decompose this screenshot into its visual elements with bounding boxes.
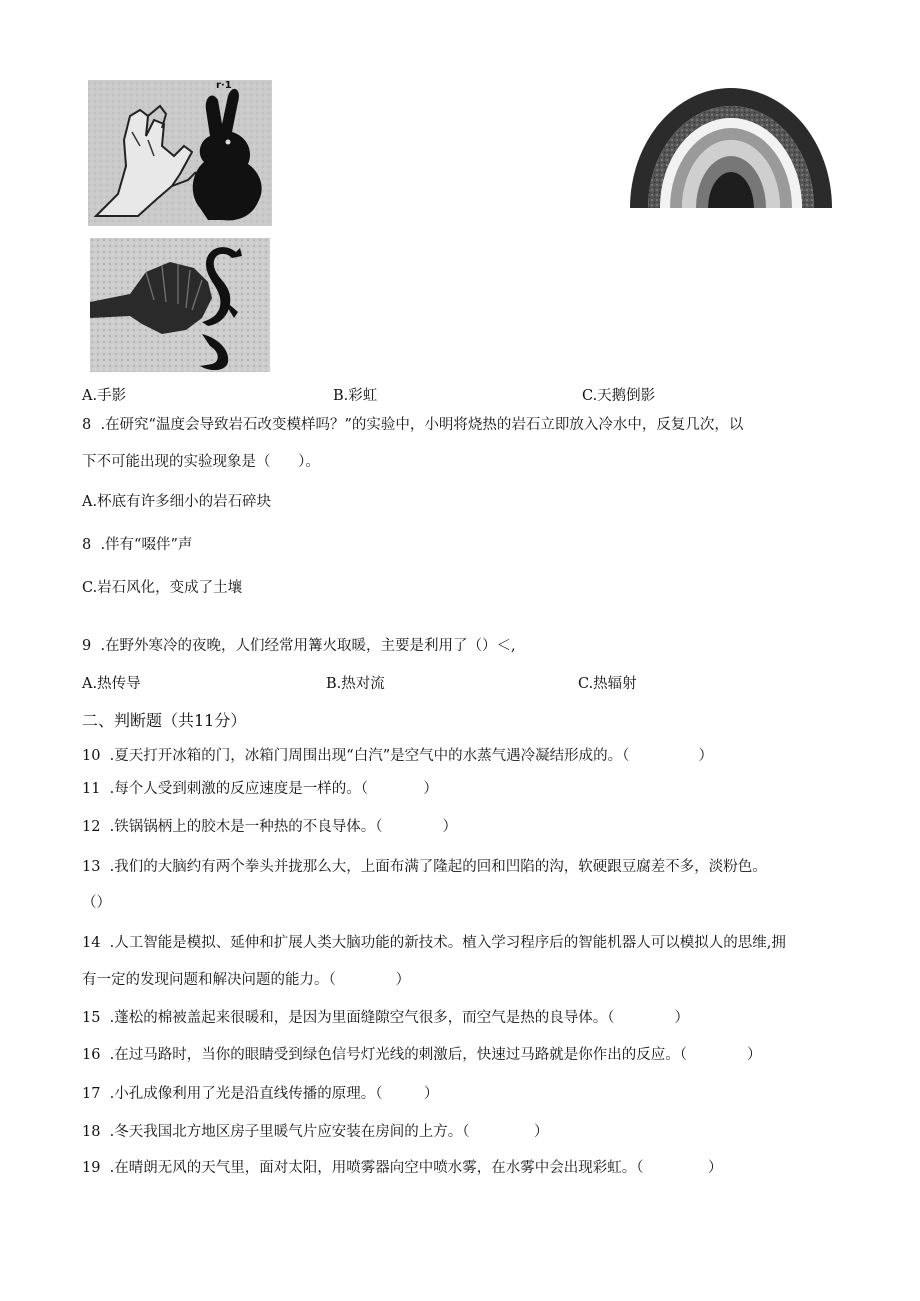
q9-option-b: B.热对流 (326, 676, 385, 692)
swan-reflection-image (90, 238, 270, 372)
judgement-item: 10 .夏天打开冰箱的门，冰箱门周围出现“白汽”是空气中的水蒸气遇冷凝结形成的。（ ） (82, 748, 713, 764)
image-marker: r·1 (216, 80, 232, 91)
rainbow-illustration (626, 84, 836, 212)
section-heading: 二、判断题（共11分） (82, 711, 247, 730)
judgement-item: 12 .铁锅锅柄上的胶木是一种热的不良导体。（ ） (82, 819, 457, 835)
q8-stem-line2: 下不可能出现的实验现象是（ ）。 (82, 454, 320, 470)
q9-option-c: C.热辐射 (578, 676, 637, 692)
judgement-item-continuation: 有一定的发现问题和解决问题的能力。（ ） (82, 972, 411, 988)
judgement-item: 15 .蓬松的棉被盖起来很暖和，是因为里面缝隙空气很多，而空气是热的良导体。（ ） (82, 1010, 689, 1026)
judgement-item: 19 .在晴朗无风的天气里，面对太阳，用喷雾器向空中喷水雾，在水雾中会出现彩虹。（ ） (82, 1160, 723, 1176)
hand-shadow-rabbit-image (88, 76, 272, 226)
q7-option-a: A.手影 (82, 388, 127, 404)
q7-option-c: C.天鹅倒影 (582, 388, 656, 404)
judgement-item: 13 .我们的大脑约有两个拳头并拢那么大，上面布满了隆起的回和凹陷的沟，软硬跟豆腐差不多，淡粉色。 (82, 859, 767, 875)
q8-stem-line1: 8 .在研究“温度会导致岩石改变模样吗？”的实验中，小明将烧热的岩石立即放入冷水中，反复几次，以 (82, 417, 744, 433)
q8-option-c: C.岩石风化，变成了土壤 (82, 580, 243, 596)
judgement-item: 18 .冬天我国北方地区房子里暖气片应安装在房间的上方。（ ） (82, 1124, 549, 1140)
q9-stem: 9 .在野外寒冷的夜晚，人们经常用篝火取暖，主要是利用了（）＜, (82, 638, 516, 654)
swan-shadow-illustration (90, 238, 270, 372)
judgement-item: 17 .小孔成像利用了光是沿直线传播的原理。（ ） (82, 1086, 439, 1102)
hand-shadow-illustration (88, 76, 272, 226)
judgement-item: 11 .每个人受到刺激的反应速度是一样的。（ ） (82, 781, 438, 797)
q8-option-a: A.杯底有许多细小的岩石碎块 (82, 494, 272, 510)
q8-option-b: 8 .伴有“啜伴”声 (82, 537, 193, 553)
rainbow-image (626, 84, 836, 212)
judgement-item: 14 .人工智能是模拟、延伸和扩展人类大脑功能的新技术。植入学习程序后的智能机器人可以模拟人的思维,拥 (82, 935, 786, 951)
judgement-item-continuation: （） (82, 895, 111, 911)
q7-option-b: B.彩虹 (333, 388, 378, 404)
q9-option-a: A.热传导 (82, 676, 141, 692)
judgement-item: 16 .在过马路时，当你的眼睛受到绿色信号灯光线的刺激后，快速过马路就是你作出的反应。（ ） (82, 1047, 762, 1063)
